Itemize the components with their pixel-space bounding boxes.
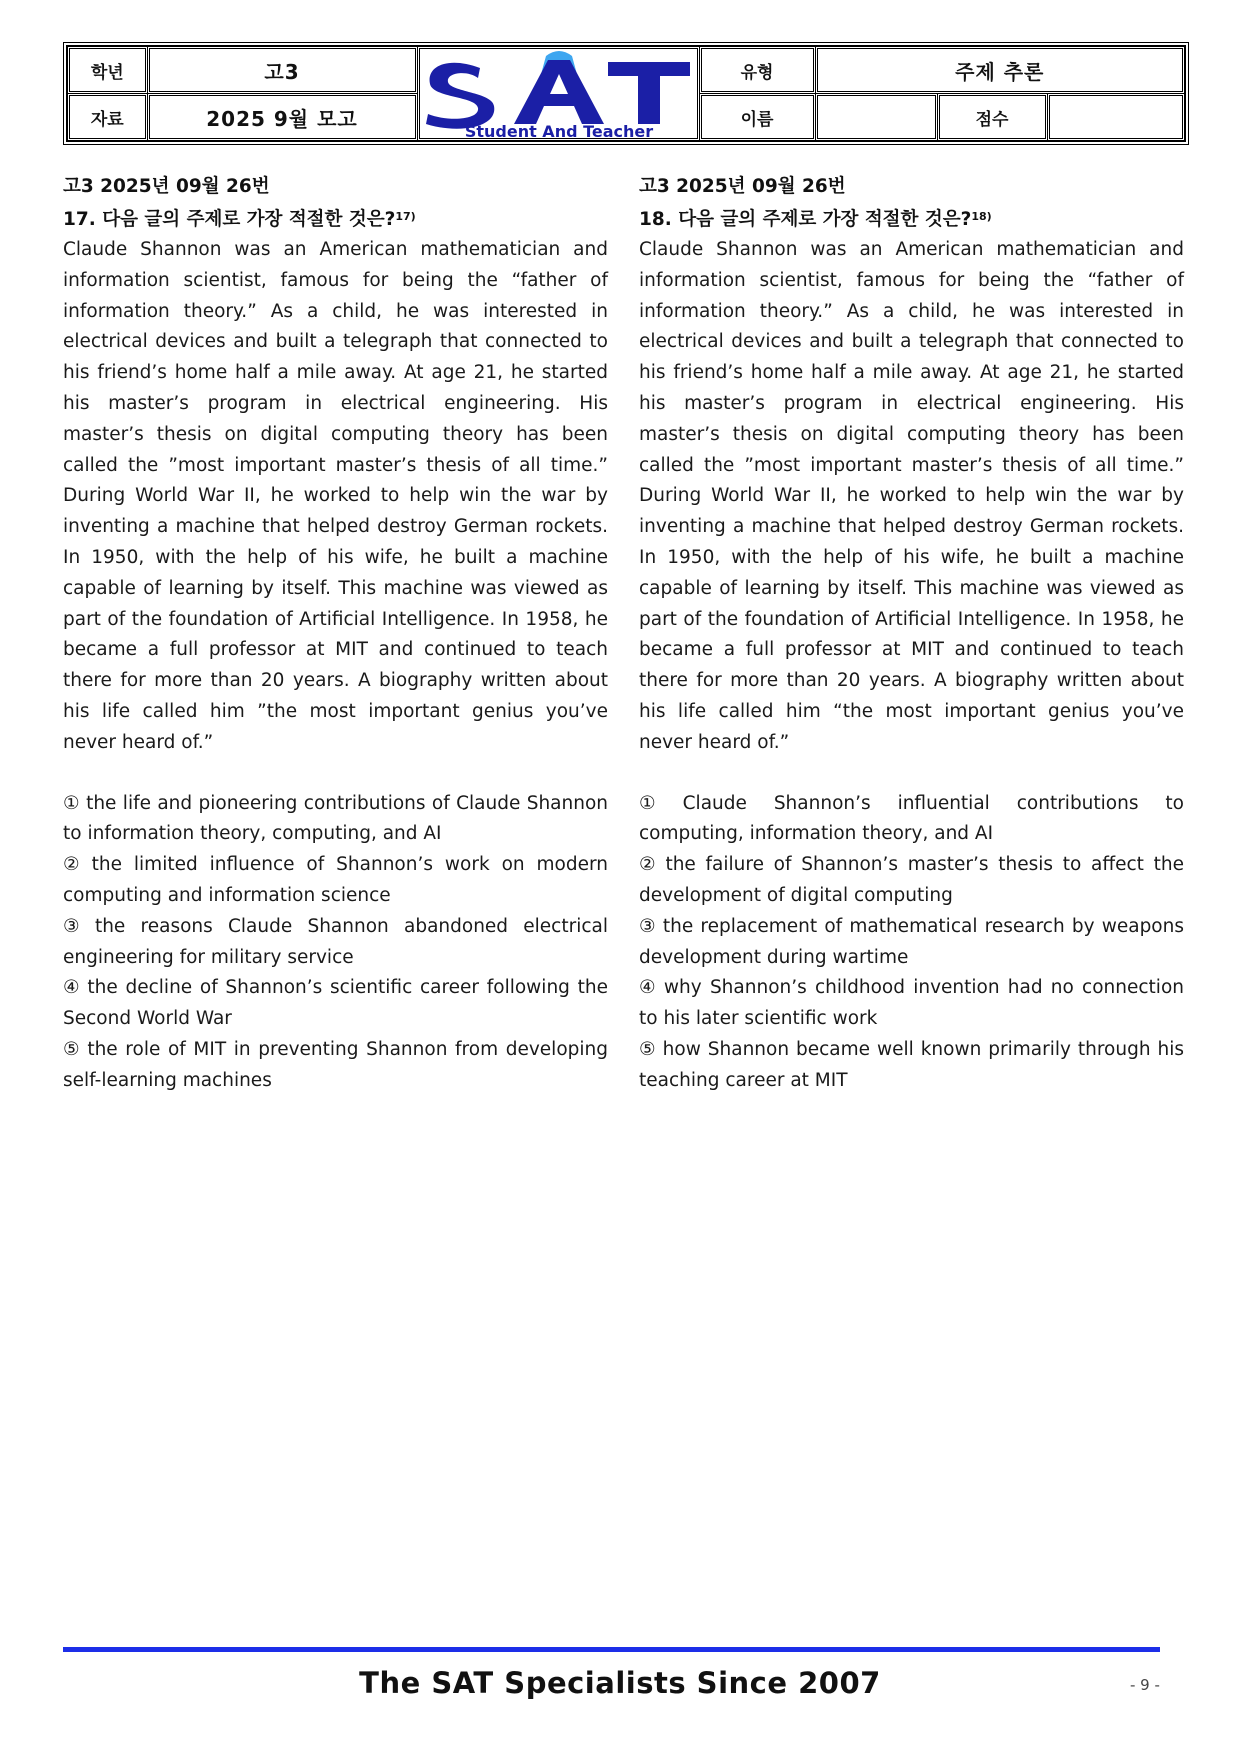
type-value: 주제 추론 <box>815 46 1185 94</box>
choice-number: ① <box>63 792 81 814</box>
source-value: 2025 9월 모고 <box>147 94 417 142</box>
choice-text: Claude Shannon’s influential contributions to computing, information theory, and AI <box>639 792 1184 845</box>
choice-number: ① <box>639 792 677 814</box>
choice-text: how Shannon became well known primarily through his teaching career at MIT <box>639 1038 1185 1091</box>
question-18 <box>639 172 1184 1097</box>
choice-text: the life and pioneering contributions of Claude Shannon to information theory, computing, and AI <box>63 792 608 845</box>
name-label: 이름 <box>699 94 815 142</box>
logo-subtext: Student And Teacher <box>464 121 653 140</box>
sat-logo <box>417 46 699 141</box>
choice-text: why Shannon’s childhood invention had no connection to his later scientific work <box>639 977 1184 1030</box>
choice-number: ③ <box>63 915 89 937</box>
answer-choices <box>63 789 608 1097</box>
footer-slogan: The SAT Specialists Since 2007 <box>359 1666 881 1700</box>
question-title <box>639 202 1184 235</box>
choice-text: the failure of Shannon’s master’s thesis to affect the development of digital computing <box>639 854 1184 906</box>
answer-choice-4[interactable] <box>639 973 1184 1035</box>
answer-choice-5[interactable] <box>63 1035 608 1097</box>
footnote-ref: 18) <box>971 210 992 223</box>
source-label: 자료 <box>67 94 147 142</box>
choice-text: the reasons Claude Shannon abandoned electrical engineering for military service <box>63 915 608 968</box>
choice-number: ⑤ <box>639 1038 657 1060</box>
question-passage: Claude Shannon was an American mathematician and information scientist, famous for being the “father of information theory.” As a child, he was interested in electrical devices and built a telegraph that connected to his friend’s home half a mile away. At age 21, he started his master’s program in electrical engineering. His master’s thesis on digital computing theory has been called the ”most important master’s thesis of all time.” During World War II, he worked to help win the war by inventing a machine that helped destroy German rockets. In 1950, with the help of his wife, he built a machine capable of learning by itself. This machine was viewed as part of the foundation of Artificial Intelligence. In 1958, he became a full professor at MIT and continued to teach there for more than 20 years. A biography written about his life called him ”the most important genius you’ve never heard of.” <box>63 239 608 753</box>
choice-text: the decline of Shannon’s scientific career following the Second World War <box>63 977 608 1030</box>
grade-value: 고3 <box>147 46 417 94</box>
choice-number: ④ <box>63 977 82 999</box>
type-label: 유형 <box>699 46 815 94</box>
header-table <box>66 45 1186 142</box>
question-17 <box>63 172 608 1097</box>
score-field[interactable] <box>1047 94 1185 142</box>
name-field[interactable] <box>815 94 937 142</box>
score-label: 점수 <box>937 94 1047 142</box>
question-title-text: 17. 다음 글의 주제로 가장 적절한 것은? <box>63 209 396 230</box>
answer-choice-4[interactable] <box>63 973 608 1035</box>
question-title-text: 18. 다음 글의 주제로 가장 적절한 것은? <box>639 209 972 230</box>
choice-number: ② <box>63 854 86 876</box>
answer-choice-2[interactable] <box>63 850 608 912</box>
choice-number: ② <box>639 854 660 876</box>
question-source: 고3 2025년 09월 26번 <box>639 176 846 197</box>
answer-choice-2[interactable] <box>639 850 1184 912</box>
choice-text: the role of MIT in preventing Shannon from developing self-learning machines <box>63 1038 608 1091</box>
page-number: - 9 - <box>1130 1676 1160 1694</box>
answer-choices <box>639 789 1184 1097</box>
choice-number: ③ <box>639 915 657 937</box>
grade-label: 학년 <box>67 46 147 94</box>
answer-choice-3[interactable] <box>639 912 1184 974</box>
question-title <box>63 202 608 235</box>
answer-choice-3[interactable] <box>63 912 608 974</box>
choice-text: the replacement of mathematical research by weapons development during wartime <box>639 915 1184 968</box>
answer-choice-1[interactable] <box>639 789 1184 851</box>
choice-number: ④ <box>639 977 658 999</box>
question-source: 고3 2025년 09월 26번 <box>63 176 270 197</box>
answer-choice-5[interactable] <box>639 1035 1184 1097</box>
question-passage: Claude Shannon was an American mathematician and information scientist, famous for being the “father of information theory.” As a child, he was interested in electrical devices and built a telegraph that connected to his friend’s home half a mile away. At age 21, he started his master’s program in electrical engineering. His master’s thesis on digital computing theory has been called the ”most important master’s thesis of all time.” During World War II, he worked to help win the war by inventing a machine that helped destroy German rockets. In 1950, with the help of his wife, he built a machine capable of learning by itself. This machine was viewed as part of the foundation of Artificial Intelligence. In 1958, he became a full professor at MIT and continued to teach there for more than 20 years. A biography written about his life called him “the most important genius you’ve never heard of.” <box>639 239 1184 753</box>
answer-choice-1[interactable] <box>63 789 608 851</box>
choice-text: the limited influence of Shannon’s work on modern computing and information science <box>63 854 608 906</box>
footnote-ref: 17) <box>395 210 416 223</box>
footer-rule <box>63 1647 1160 1652</box>
choice-number: ⑤ <box>63 1038 82 1060</box>
